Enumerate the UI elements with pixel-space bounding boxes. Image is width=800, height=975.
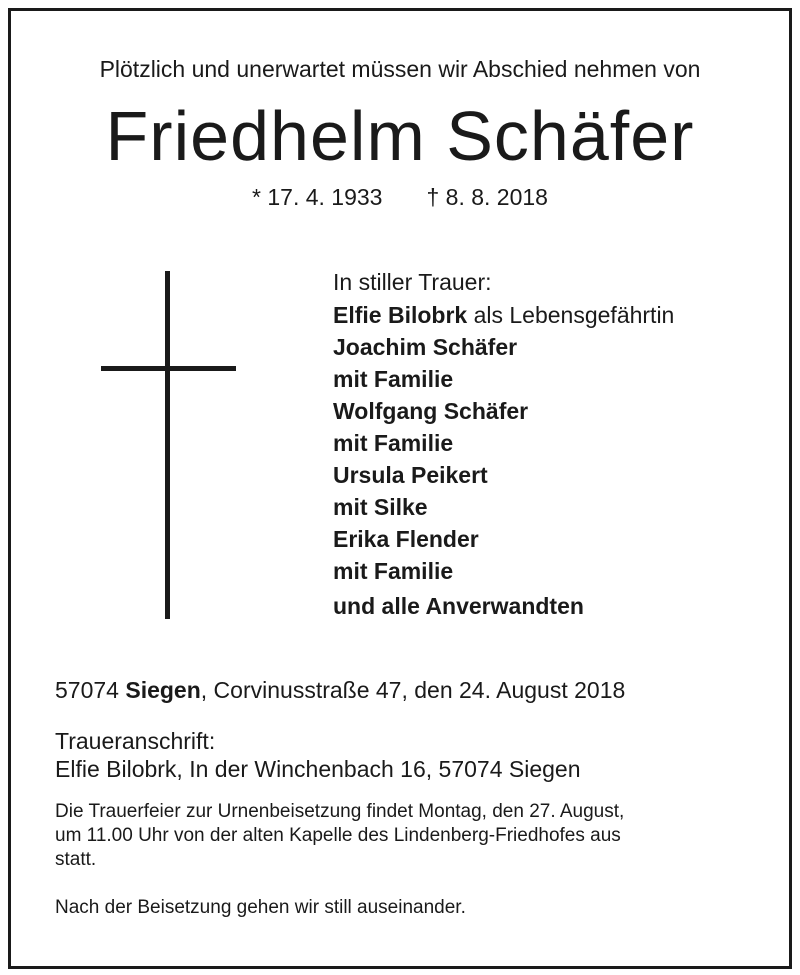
cross-icon (165, 271, 170, 619)
service-line: statt. (55, 849, 97, 870)
intro-text: Plötzlich und unerwartet müssen wir Abschied nehmen von (99, 56, 701, 82)
death-date: † 8. 8. 2018 (426, 184, 548, 210)
mourner-name: Wolfgang Schäfer (333, 398, 529, 424)
mourners-heading: In stiller Trauer: (333, 269, 492, 295)
mourner-name: Erika Flender (333, 526, 479, 552)
deceased-name: Friedhelm Schäfer (105, 97, 695, 175)
cross-icon-bar (101, 366, 236, 371)
mourner-with: mit Silke (333, 494, 428, 520)
place-zip: 57074 (55, 677, 119, 703)
service-line: um 11.00 Uhr von der alten Kapelle des Lindenberg-Friedhofes aus (55, 825, 621, 846)
place-date-line (55, 677, 625, 704)
address-label: Traueranschrift: (55, 728, 216, 754)
address-line: Elfie Bilobrk, In der Winchenbach 16, 57074 Siegen (55, 756, 581, 782)
mourners-closing: und alle Anverwandten (333, 593, 584, 619)
mourner-relation: als Lebensgefährtin (473, 302, 675, 328)
service-info (55, 800, 755, 872)
life-dates (0, 184, 800, 211)
mourner-with: mit Familie (333, 366, 454, 392)
birth-date: * 17. 4. 1933 (252, 184, 383, 210)
mourner-with: mit Familie (333, 558, 454, 584)
mourner-name: Ursula Peikert (333, 462, 488, 488)
mourners-list (333, 266, 674, 622)
mourner-entry (333, 299, 674, 331)
closing-text: Nach der Beisetzung gehen wir still auseinander. (55, 897, 466, 918)
place-city: Siegen (125, 677, 201, 703)
place-rest: , Corvinusstraße 47, den 24. August 2018 (200, 677, 626, 703)
mourner-with: mit Familie (333, 430, 454, 456)
mourner-name: Elfie Bilobrk (333, 302, 468, 328)
mourner-name: Joachim Schäfer (333, 334, 518, 360)
service-line: Die Trauerfeier zur Urnenbeisetzung findet Montag, den 27. August, (55, 801, 625, 822)
